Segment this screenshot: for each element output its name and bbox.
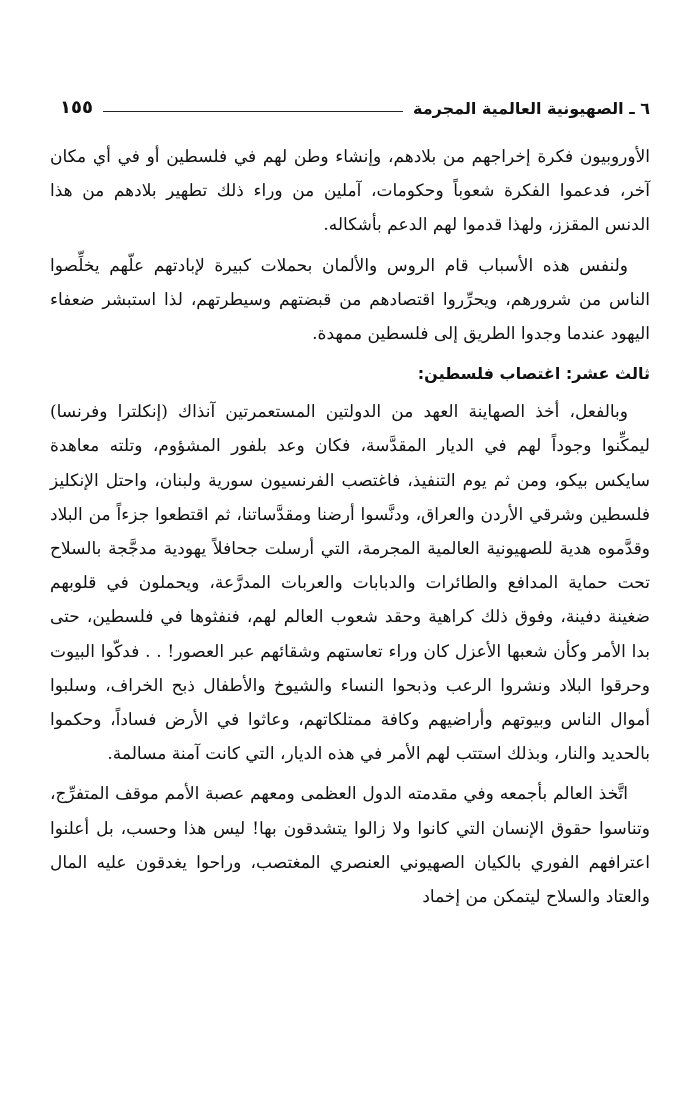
- page-number: ١٥٥: [60, 97, 93, 118]
- header-rule: [103, 111, 403, 112]
- paragraph-2: ولنفس هذه الأسباب قام الروس والألمان بحملات كبيرة لإبادتهم علّهم يخلِّصوا الناس من شرورهم، ويحرِّروا اقتصادهم من قبضتهم وسيطرتهم، لذا استبشر ضعفاء اليهود عندما وجدوا الطريق إلى فلسطين ممهدة.: [50, 255, 650, 345]
- page-header: [60, 88, 650, 118]
- paragraph-1: الأوروبيون فكرة إخراجهم من بلادهم، وإنشاء وطن لهم في فلسطين أو في أي مكان آخر، فدعموا الفكرة شعوباً وحكومات، آملين من وراء ذلك تطهير بلادهم من هذا الدنس المقزز، ولهذا قدموا لهم الدعم بأشكاله.: [50, 147, 650, 236]
- body-text: [50, 140, 650, 914]
- running-title: ٦ ـ الصهيونية العالمية المجرمة: [413, 99, 650, 118]
- section-heading: ثالث عشر: اغتصاب فلسطين:: [417, 364, 650, 384]
- paragraph-3: وبالفعل، أخذ الصهاينة العهد من الدولتين المستعمرتين آنذاك (إنكلترا وفرنسا) ليمكِّنوا وجوداً لهم في الديار المقدَّسة، فكان وعد بلفور المشؤوم، وتلته معاهدة سايكس بيكو، ومن ثم يوم التنفيذ، فاغتصب الفرنسيون سورية ولبنان، واحتل الإنكليز فلسطين وشرقي الأردن والعراق، ودنَّسوا أرضنا ومقدَّساتنا، ثم اقتطعوا جزءاً من البلاد وقدَّموه هدية للصهيونية العالمية المجرمة، التي أرسلت جحافلاً يهودية مدجَّجة بالسلاح تحت حماية المدافع والطائرات والدبابات والعربات المدرَّعة، ويحملون في قلوبهم ضغينة دفينة، وفوق ذلك كراهية وحقد شعوب العالم لهم، فنفثوها في فلسطين، حتى بدا الأمر وكأن شعبها الأعزل كان وراء تعاستهم وشقائهم عبر العصور! . . فدكّوا البيوت وحرقوا البلاد ونشروا الرعب وذبحوا النساء والشيوخ والأطفال ذبح الخراف، وسلبوا أموال الناس وبيوتهم وأراضيهم وكافة ممتلكاتهم، وعاثوا في الأرض فساداً، وحكموا بالحديد والنار، وبذلك استتب لهم الأمر في هذه الديار، التي كانت آمنة مسالمة.: [50, 402, 650, 765]
- paragraph-4: اتَّخذ العالم بأجمعه وفي مقدمته الدول العظمى ومعهم عصبة الأمم موقف المتفرِّج، وتناسوا حقوق الإنسان التي كانوا ولا زالوا يتشدقون بها! ليس هذا وحسب، بل أعلنوا اعترافهم الفوري بالكيان الصهيوني العنصري المغتصب، وراحوا يغدقون عليه المال والعتاد والسلاح ليتمكن من إخماد: [50, 784, 650, 908]
- book-page: [50, 88, 650, 914]
